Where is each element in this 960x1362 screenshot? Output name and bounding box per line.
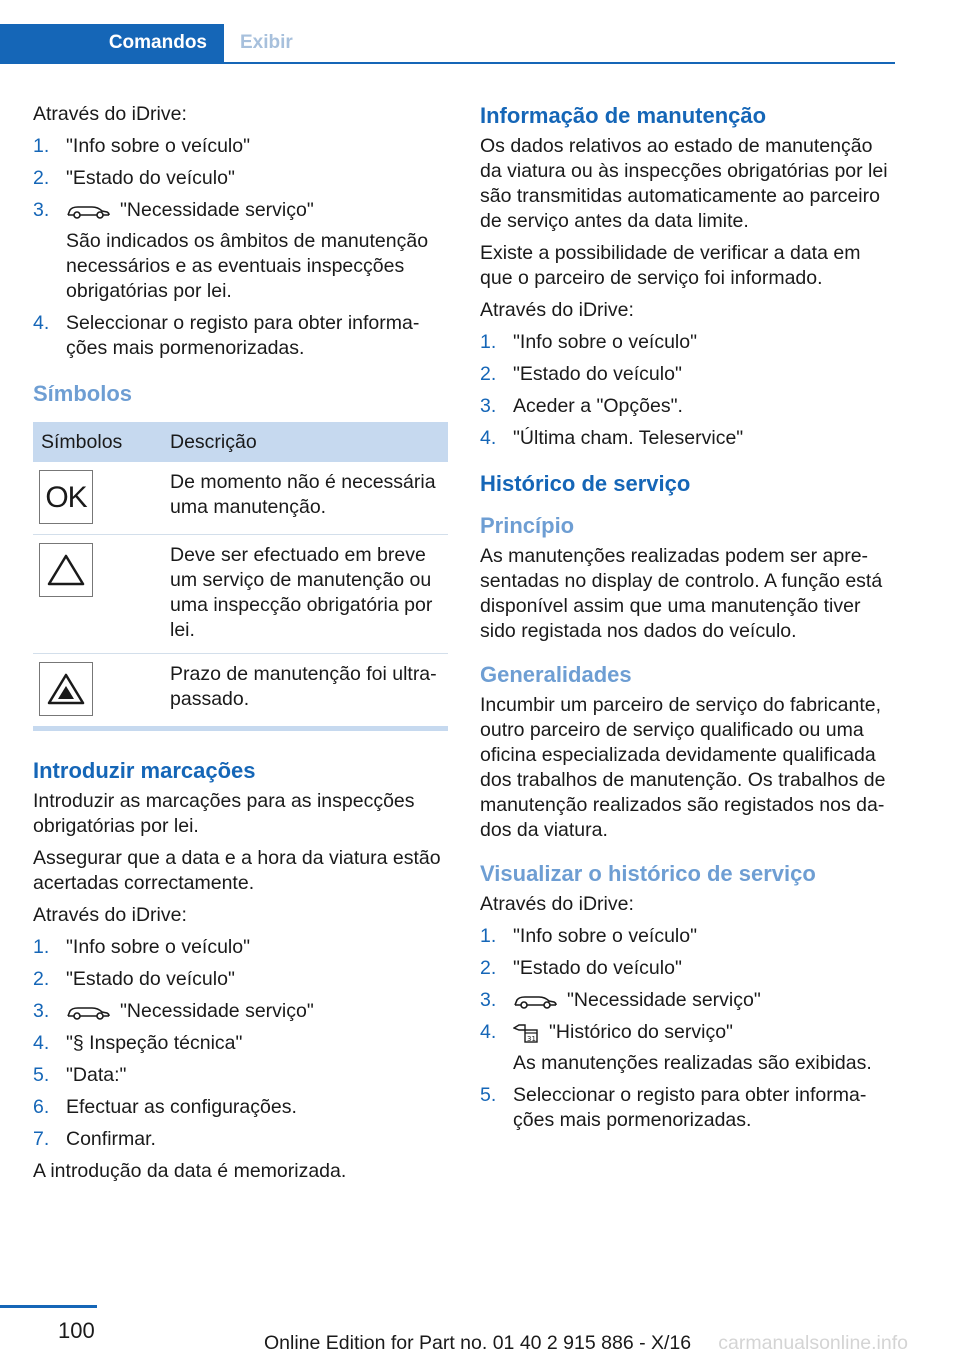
table-row bbox=[33, 654, 448, 729]
list-item: 7. Confirmar. bbox=[33, 1128, 156, 1150]
step-text: "Estado do veículo" bbox=[66, 167, 235, 189]
car-service-icon bbox=[66, 202, 110, 220]
symbol-description: De momento não é necessária uma manutenção. bbox=[162, 462, 448, 535]
step-text: Seleccionar o registo para obter informa-ções mais pormenorizadas. bbox=[66, 312, 420, 359]
list-item: 2. "Estado do veículo" bbox=[480, 363, 682, 385]
list-item bbox=[33, 166, 448, 191]
table-row bbox=[33, 535, 448, 654]
list-item: 4. "§ Inspeção técnica" bbox=[33, 1032, 243, 1054]
markings-outro: A introdução da data é memorizada. bbox=[33, 1160, 347, 1182]
svg-text:31: 31 bbox=[527, 1034, 536, 1043]
list-item bbox=[33, 198, 448, 304]
maintenance-paragraph-2: Existe a possibilidade de verificar a data em que o parceiro de serviço foi informado. bbox=[480, 242, 861, 289]
tab-comandos[interactable]: Comandos bbox=[0, 24, 224, 62]
general-text: Incumbir um parceiro de serviço do fabricante, outro parceiro de serviço qualificado ou uma oficina especializada devidamente qualificada dos trabalhos de manutenção. Os trabalhos de manutenção realizados são registados nos da-dos da viatura. bbox=[480, 694, 886, 841]
step-text: "Necessidade serviço" bbox=[120, 199, 314, 221]
car-service-icon bbox=[66, 1003, 110, 1021]
view-history-heading: Visualizar o histórico de serviço bbox=[480, 861, 816, 886]
step-number: 3. bbox=[33, 199, 50, 221]
list-item: 1. "Info sobre o veículo" bbox=[480, 331, 698, 353]
list-item: 5. Seleccionar o registo para obter informa-ções mais pormenorizadas. bbox=[480, 1084, 867, 1131]
steps-list-2 bbox=[33, 935, 448, 1152]
ok-symbol-icon: OK bbox=[39, 470, 93, 524]
car-service-icon bbox=[513, 992, 557, 1010]
step-number: 1. bbox=[33, 135, 50, 157]
steps-list-1 bbox=[33, 134, 448, 361]
maintenance-intro: Através do iDrive: bbox=[480, 299, 634, 321]
symbol-description: Prazo de manutenção foi ultra-passado. bbox=[162, 654, 448, 729]
list-item bbox=[33, 311, 448, 361]
symbols-table bbox=[33, 422, 448, 731]
markings-paragraph-1: Introduzir as marcações para as inspecções obrigatórias por lei. bbox=[33, 790, 415, 837]
step-text: "Info sobre o veículo" bbox=[66, 135, 251, 157]
left-column bbox=[33, 102, 448, 1191]
principle-text: As manutenções realizadas podem ser apre-sentadas no display de controlo. A função está disponível assim que uma manutenção tiver sido registada nos dados do veículo. bbox=[480, 545, 883, 642]
markings-paragraph-2: Assegurar que a data e a hora da viatura estão acertadas correctamente. bbox=[33, 847, 441, 894]
maintenance-heading: Informação de manutenção bbox=[480, 103, 767, 128]
markings-heading: Introduzir marcações bbox=[33, 758, 256, 783]
right-column bbox=[480, 102, 895, 1140]
footer-edition-text: Online Edition for Part no. 01 40 2 915 886 - X/16 bbox=[264, 1332, 692, 1354]
warning-triangle-icon bbox=[39, 543, 93, 597]
list-item: 6. Efectuar as configurações. bbox=[33, 1096, 297, 1118]
list-item: 2. "Estado do veículo" bbox=[33, 968, 235, 990]
list-item: 4. 31 "Histórico do serviço" As manutenções realizadas são exibidas. bbox=[480, 1021, 872, 1074]
step-number: 4. bbox=[33, 312, 50, 334]
symbol-description: Deve ser efectuado em breve um serviço de manutenção ou uma inspecção obrigatória por lei. bbox=[162, 535, 448, 654]
history-heading: Histórico de serviço bbox=[480, 471, 691, 496]
symbols-heading: Símbolos bbox=[33, 381, 133, 406]
overdue-triangle-icon bbox=[39, 662, 93, 716]
list-item: 3. Aceder a "Opções". bbox=[480, 395, 683, 417]
service-history-icon bbox=[513, 1022, 539, 1044]
list-item: 3. "Necessidade serviço" bbox=[480, 989, 761, 1011]
intro-text: Através do iDrive: bbox=[33, 103, 187, 125]
column-header-symbols: Símbolos bbox=[33, 422, 162, 462]
markings-intro: Através do iDrive: bbox=[33, 904, 187, 926]
list-item: 1. "Info sobre o veículo" bbox=[480, 925, 698, 947]
list-item bbox=[33, 134, 448, 159]
page-number: 100 bbox=[58, 1318, 95, 1343]
step-number: 2. bbox=[33, 167, 50, 189]
principle-heading: Princípio bbox=[480, 513, 575, 538]
general-heading: Generalidades bbox=[480, 662, 632, 687]
watermark: carmanualsonline.info bbox=[718, 1332, 908, 1354]
list-item: 4. "Última cham. Teleservice" bbox=[480, 427, 744, 449]
list-item: 5. "Data:" bbox=[33, 1064, 127, 1086]
list-item: 1. "Info sobre o veículo" bbox=[33, 936, 251, 958]
column-header-description: Descrição bbox=[162, 422, 448, 462]
steps-list-3 bbox=[480, 330, 895, 451]
view-history-intro: Através do iDrive: bbox=[480, 893, 634, 915]
steps-list-4 bbox=[480, 924, 895, 1133]
header-tabbar bbox=[0, 24, 895, 64]
list-item: 3. "Necessidade serviço" bbox=[33, 1000, 314, 1022]
maintenance-paragraph-1: Os dados relativos ao estado de manutenção da viatura ou às inspecções obrigatórias por lei são transmitidas automaticamente ao parceiro de serviço antes da data limite. bbox=[480, 135, 888, 232]
table-header-row bbox=[33, 422, 448, 462]
list-item: 2. "Estado do veículo" bbox=[480, 957, 682, 979]
footer-accent-bar bbox=[0, 1305, 97, 1308]
step-subtext: São indicados os âmbitos de manutenção necessários e as eventuais inspecções obrigatórias por lei. bbox=[66, 230, 429, 302]
tab-exibir[interactable]: Exibir bbox=[240, 32, 293, 53]
table-row bbox=[33, 462, 448, 535]
